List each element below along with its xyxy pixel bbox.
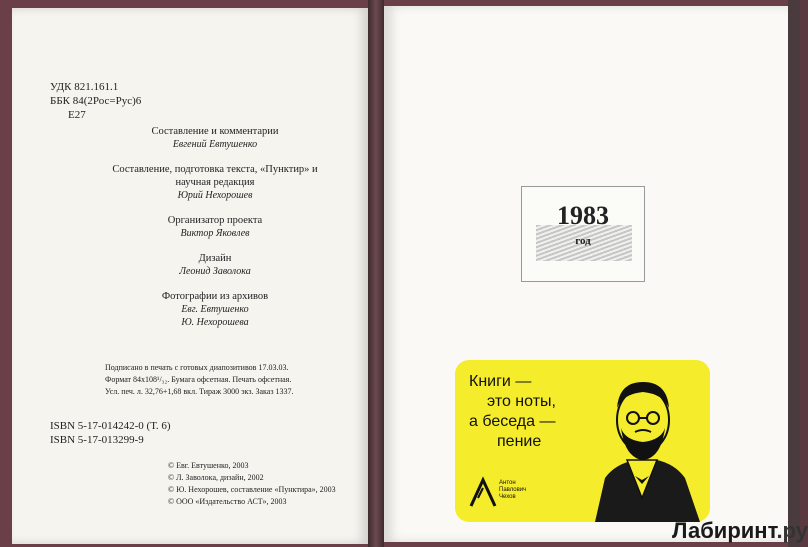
watermark-tld: .ру (776, 518, 808, 543)
brand-line: Павлович (499, 487, 527, 493)
credit-name: Леонид Заволока (179, 266, 251, 277)
isbn-line: ISBN 5-17-013299-9 (50, 434, 144, 446)
credits-block (110, 125, 320, 341)
quote-line: это ноты, (487, 393, 556, 410)
print-info-line: Подписано в печать с готовых диапозитивов 17.03.03. (105, 363, 289, 372)
brand-line: Чехов (499, 494, 516, 500)
year-word: год (575, 235, 591, 247)
author-mark: Е27 (68, 109, 86, 121)
quote-line: Книги — (469, 373, 532, 390)
udk-code: УДК 821.161.1 (50, 81, 119, 93)
copyright-line: © Евг. Евтушенко, 2003 (168, 461, 249, 470)
credit-name: Юрий Нехорошев (177, 190, 253, 201)
watermark-main: Лабиринт (672, 518, 777, 543)
print-info-line: Формат 84x108¹/₃₂. Бумага офсетная. Печать офсетная. (105, 375, 292, 384)
chekhov-portrait-icon (575, 368, 710, 522)
credit-name: Евгений Евтушенко (172, 139, 258, 150)
brand-text (499, 480, 526, 501)
credit-role: Дизайн (198, 253, 232, 264)
bbk-code: ББК 84(2Рос=Рус)6 (50, 95, 142, 107)
credit-name: Евг. Евтушенко (181, 304, 249, 315)
credit-editing (110, 163, 320, 202)
brand-line: Антон (499, 480, 516, 486)
isbn-line: ISBN 5-17-014242-0 (Т. 6) (50, 420, 171, 432)
credit-role: Составление и комментарии (151, 126, 279, 137)
classification-codes (50, 80, 141, 122)
copyright-line: © Л. Заволока, дизайн, 2002 (168, 473, 264, 482)
copyright-line: © Ю. Нехорошев, составление «Пунктира», 2003 (168, 485, 336, 494)
year-box (521, 186, 645, 282)
credit-role: Организатор проекта (167, 215, 263, 226)
credit-role: Составление, подготовка текста, «Пунктир» и научная редакция (112, 164, 318, 188)
print-info (105, 362, 294, 398)
quote-line: пение (497, 433, 542, 450)
credit-role: Фотографии из архивов (161, 291, 269, 302)
credit-organizer (110, 214, 320, 240)
chekhov-bookmark (455, 360, 710, 522)
copyright-line: © ООО «Издательство АСТ», 2003 (168, 497, 287, 506)
credit-photos (110, 290, 320, 329)
copyright-block (168, 460, 336, 508)
brand-logo-icon (469, 478, 497, 508)
credit-design (110, 252, 320, 278)
credit-compilation (110, 125, 320, 151)
credit-name: Виктор Яковлев (180, 228, 250, 239)
book-spine (368, 0, 384, 547)
year-number: 1983 (557, 201, 609, 230)
isbn-block (50, 419, 171, 447)
quote-line: а беседа — (469, 413, 556, 430)
credit-name: Ю. Нехорошева (181, 317, 249, 328)
cover-edge (788, 0, 800, 547)
print-info-line: Усл. печ. л. 32,76+1,68 вкл. Тираж 3000 экз. Заказ 1337. (105, 387, 294, 396)
labirint-watermark (672, 518, 808, 544)
